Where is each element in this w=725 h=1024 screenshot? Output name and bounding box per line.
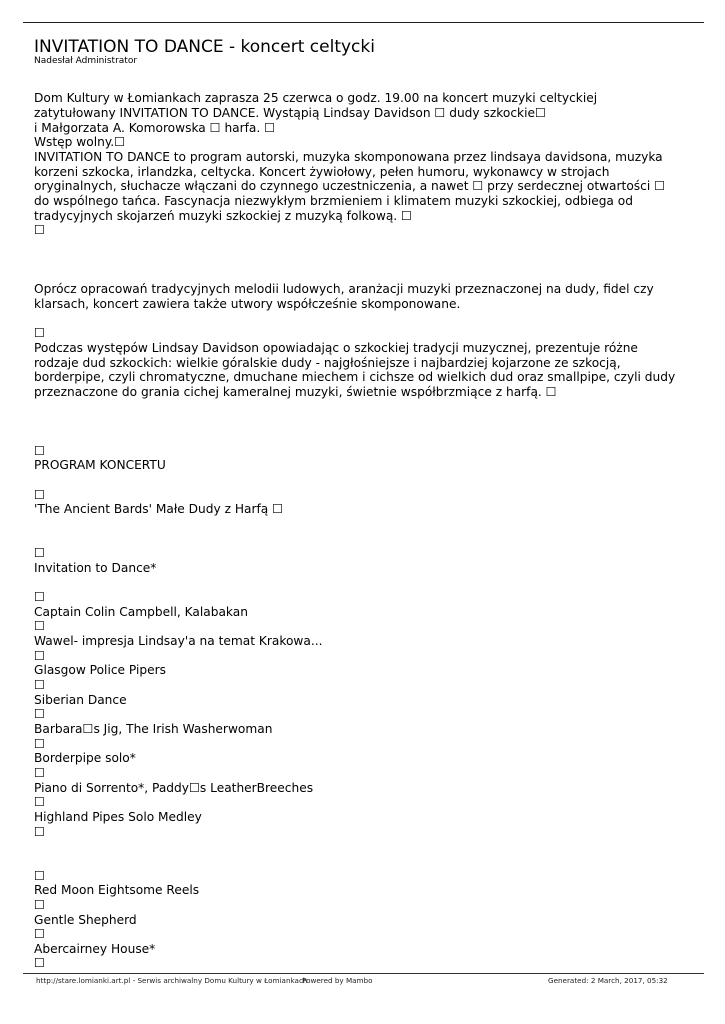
body-line: ☐	[34, 546, 45, 560]
body-line: ☐	[34, 869, 45, 883]
body-line: tradycyjnych skojarzeń muzyki szkockiej z muzyką folkową. ☐	[34, 209, 412, 223]
body-line: ☐	[34, 619, 45, 633]
program-item: Barbara☐s Jig, The Irish Washerwoman	[34, 722, 273, 736]
body-line: ☐	[34, 766, 45, 780]
article-title: INVITATION TO DANCE - koncert celtycki	[34, 37, 375, 57]
footer-rule	[23, 973, 704, 974]
body-line: Oprócz opracowań tradycyjnych melodii ludowych, aranżacji muzyki przeznaczonej na dudy, fidel czy	[34, 282, 654, 296]
body-line: ☐	[34, 898, 45, 912]
section-heading: PROGRAM KONCERTU	[34, 458, 166, 472]
body-line: oryginalnych, słuchacze włączani do czynnego uczestniczenia, a nawet ☐ przy serdecznej otwartości ☐	[34, 179, 666, 193]
body-line: ☐	[34, 956, 45, 970]
program-item: Captain Colin Campbell, Kalabakan	[34, 605, 248, 619]
body-line: klarsach, koncert zawiera także utwory współcześnie skomponowane.	[34, 297, 461, 311]
body-line: ☐	[34, 590, 45, 604]
body-line: ☐	[34, 488, 45, 502]
program-item: Glasgow Police Pipers	[34, 663, 166, 677]
body-line: zatytułowany INVITATION TO DANCE. Wystąpią Lindsay Davidson ☐ dudy szkockie☐	[34, 106, 546, 120]
body-line: do wspólnego tańca. Fascynacja niezwykłym brzmieniem i klimatem muzyki szkockiej, odbiega od	[34, 194, 633, 208]
body-line: ☐	[34, 649, 45, 663]
program-item: Siberian Dance	[34, 693, 127, 707]
program-item: Wawel- impresja Lindsay'a na temat Krakowa...	[34, 634, 323, 648]
body-line: i Małgorzata A. Komorowska ☐ harfa. ☐	[34, 121, 276, 135]
footer-powered: Powered by Mambo	[302, 976, 373, 985]
program-item: Invitation to Dance*	[34, 561, 157, 575]
body-line: Podczas występów Lindsay Davidson opowiadając o szkockiej tradycji muzycznej, prezentuje różne	[34, 341, 638, 355]
body-line: Dom Kultury w Łomiankach zaprasza 25 czerwca o godz. 19.00 na koncert muzyki celtyckiej	[34, 91, 598, 105]
program-item: Red Moon Eightsome Reels	[34, 883, 200, 897]
body-line: rodzaje dud szkockich: wielkie góralskie dudy - najgłośniejsze i najbardziej kojarzone ze szkocją,	[34, 356, 621, 370]
program-item: Piano di Sorrento*, Paddy☐s LeatherBreeches	[34, 781, 314, 795]
body-line: ☐	[34, 223, 45, 237]
body-line: ☐	[34, 795, 45, 809]
body-line: ☐	[34, 444, 45, 458]
body-line: Wstęp wolny.☐	[34, 135, 126, 149]
footer-source: http://stare.lomianki.art.pl - Serwis archiwalny Domu Kultury w Łomiankach	[36, 976, 308, 985]
body-line: borderpipe, czyli chromatyczne, dmuchane miechem i cichsze od wielkich dud oraz smallpipe, czyli dudy	[34, 370, 676, 384]
body-line: ☐	[34, 707, 45, 721]
body-line: ☐	[34, 825, 45, 839]
body-line: ☐	[34, 737, 45, 751]
program-item: Abercairney House*	[34, 942, 156, 956]
body-line: przeznaczone do grania cichej kameralnej muzyki, świetnie współbrzmiące z harfą. ☐	[34, 385, 557, 399]
program-item: Highland Pipes Solo Medley	[34, 810, 202, 824]
article-byline: Nadesłał Administrator	[34, 56, 138, 66]
body-line: korzeni szkocka, irlandzka, celtycka. Koncert żywiołowy, pełen humoru, wykonawcy w strojach	[34, 165, 610, 179]
footer-generated: Generated: 2 March, 2017, 05:32	[548, 976, 668, 985]
body-line: ☐	[34, 927, 45, 941]
program-item: 'The Ancient Bards' Małe Dudy z Harfą ☐	[34, 502, 284, 516]
top-rule	[23, 22, 704, 23]
program-item: Borderpipe solo*	[34, 751, 136, 765]
program-item: Gentle Shepherd	[34, 913, 137, 927]
body-line: ☐	[34, 326, 45, 340]
body-line: ☐	[34, 678, 45, 692]
body-line: INVITATION TO DANCE to program autorski, muzyka skomponowana przez lindsaya davidsona, muzyka	[34, 150, 663, 164]
